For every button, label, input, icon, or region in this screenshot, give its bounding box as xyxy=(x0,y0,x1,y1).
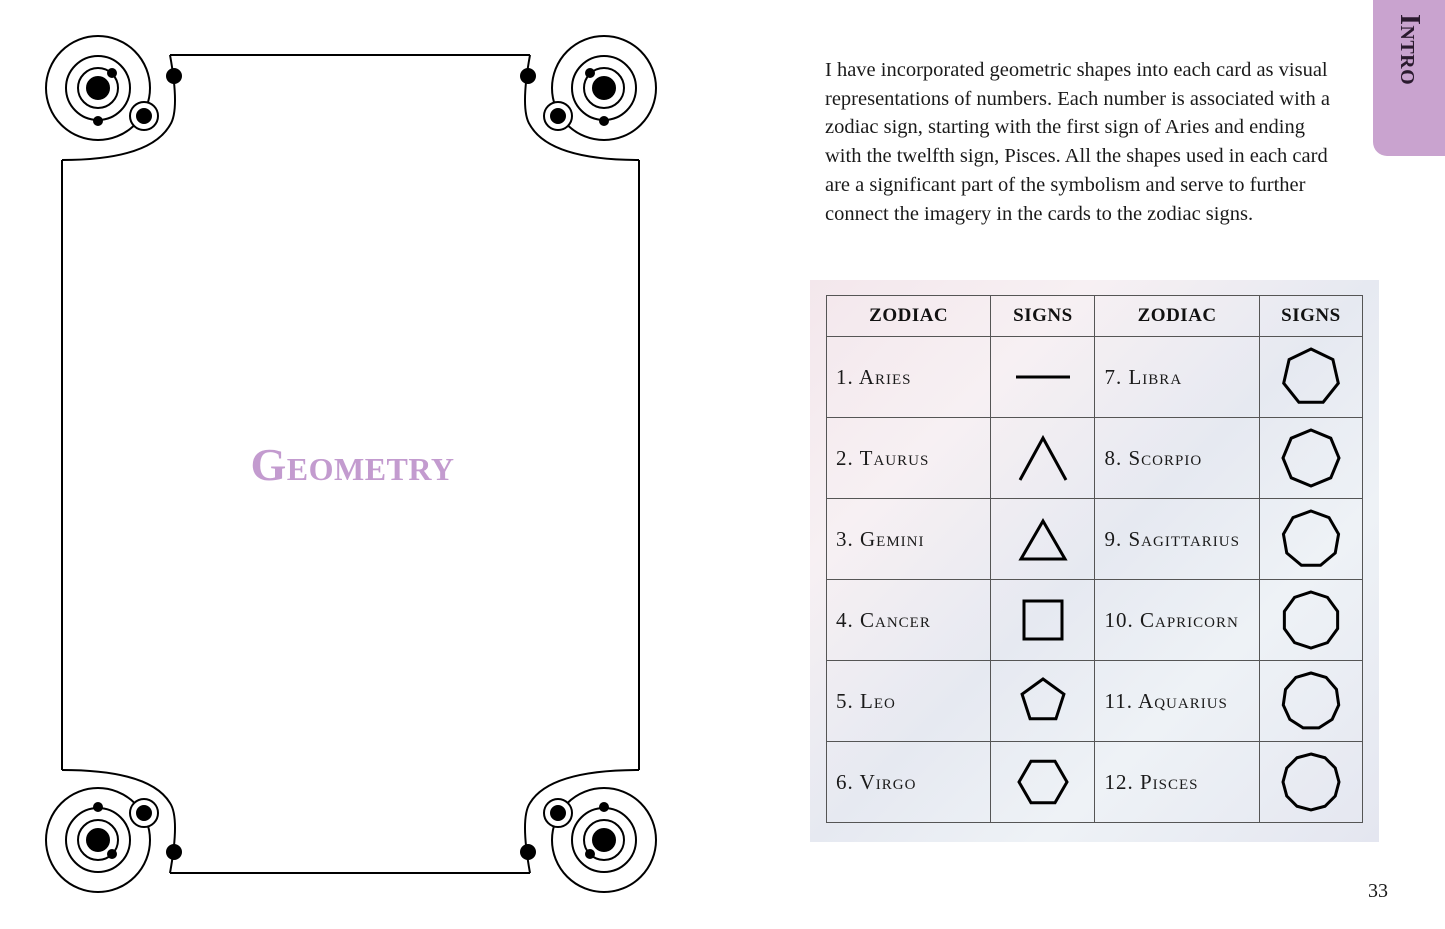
zodiac-signs-table xyxy=(826,295,1363,823)
line-icon xyxy=(991,337,1095,418)
zodiac-name: 12. Pisces xyxy=(1095,742,1259,823)
triangle-icon xyxy=(991,499,1095,580)
table-row xyxy=(827,742,1363,823)
dodecagon-icon xyxy=(1259,742,1362,823)
header-signs-left: SIGNS xyxy=(991,296,1095,337)
zodiac-name: 4. Cancer xyxy=(827,580,991,661)
zodiac-name: 1. Aries xyxy=(827,337,991,418)
hexagon-icon xyxy=(991,742,1095,823)
heptagon-icon xyxy=(1259,337,1362,418)
zodiac-table-panel xyxy=(810,280,1379,842)
nonagon-icon xyxy=(1259,499,1362,580)
hendecagon-icon xyxy=(1259,661,1362,742)
card-title: Geometry xyxy=(250,439,455,490)
section-tab-intro[interactable] xyxy=(1373,0,1445,156)
table-header-row xyxy=(827,296,1363,337)
pentagon-icon xyxy=(991,661,1095,742)
zodiac-name: 3. Gemini xyxy=(827,499,991,580)
zodiac-name: 7. Libra xyxy=(1095,337,1259,418)
orbit-ornament-bottom-right xyxy=(544,788,656,892)
table-row xyxy=(827,418,1363,499)
zodiac-name: 8. Scorpio xyxy=(1095,418,1259,499)
square-icon xyxy=(991,580,1095,661)
page-number: 33 xyxy=(1368,880,1388,902)
header-zodiac-left: ZODIAC xyxy=(827,296,991,337)
zodiac-name: 11. Aquarius xyxy=(1095,661,1259,742)
zodiac-name: 6. Virgo xyxy=(827,742,991,823)
orbit-ornament-bottom-left xyxy=(46,788,158,892)
intro-paragraph: I have incorporated geometric shapes into each card as visual representations of numbers. Each number is associated with a zodiac sign, starting with the first sign of Aries and ending with the twelfth sign, Pisces. All the shapes used in each card are a significant part of the symbolism and serve to further connect the imagery in the cards to the zodiac signs. xyxy=(825,59,1330,225)
table-row xyxy=(827,337,1363,418)
table-row xyxy=(827,499,1363,580)
header-zodiac-right: ZODIAC xyxy=(1095,296,1259,337)
header-signs-right: SIGNS xyxy=(1259,296,1362,337)
angle-icon xyxy=(991,418,1095,499)
zodiac-name: 10. Capricorn xyxy=(1095,580,1259,661)
section-tab-label: Intro xyxy=(1394,14,1425,86)
decagon-icon xyxy=(1259,580,1362,661)
zodiac-name: 2. Taurus xyxy=(827,418,991,499)
octagon-icon xyxy=(1259,418,1362,499)
orbit-ornament-top-left xyxy=(46,36,158,140)
zodiac-name: 5. Leo xyxy=(827,661,991,742)
orbit-ornament-top-right xyxy=(544,36,656,140)
table-row xyxy=(827,580,1363,661)
zodiac-name: 9. Sagittarius xyxy=(1095,499,1259,580)
table-row xyxy=(827,661,1363,742)
